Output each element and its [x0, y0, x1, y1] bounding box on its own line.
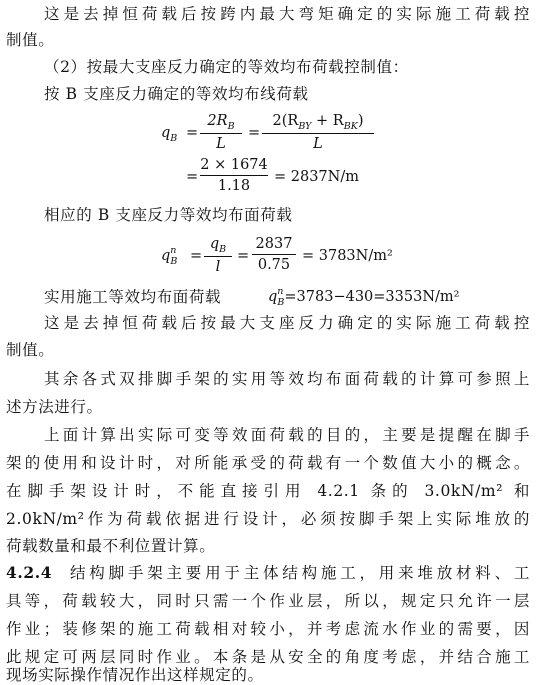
equals-sign: =	[186, 125, 199, 141]
text-line: 这是去掉恒荷载后按跨内最大弯矩确定的实际施工荷载控	[44, 5, 530, 23]
fraction: $2R_B$ L	[200, 112, 242, 153]
fraction: $q_B$ l	[204, 235, 232, 276]
document-page: 这是去掉恒荷载后按跨内最大弯矩确定的实际施工荷载控 制值。 （2）按最大支座反力确定的等效均布荷载控制值： 按 B 支座反力确定的等效均布线荷载 $q_B$ = $2R_B$ L = $2(R_{BY} + R_{BK})$ L = 2 × 1674 1.18 = 2837N/m 相应的 B 支座反力等效均布面荷载 $q^n_B$ = $q_B$ l = 2837 0.75 = 3783N/m² 实用施工等效均布面荷载 $q^n_B=3783-430=3353N/m^2$ 这是去掉恒荷载后按最大支座反力确定的实际施工荷载控 制值。 其余各式双排脚手架的实用等效均布面荷载的计算可参照上 述方法进行。 上面计算出实际可变等效面荷载的目的，主要是提醒在脚手 架的使用和设计时，对所能承受的荷载有一个数值大小的概念。 在脚手架设计时，不能直接引用 4.2.1 条的 3.0kN/m² 和 2.0kN/m²作为荷载依据进行设计，必须按脚手架上实际堆放的 荷载数量和最不利位置计算。 4.2.4 结构脚手架主要用于主体结构施工，用来堆放材料、工 具等，荷载较大，同时只需一个作业层，所以，规定只允许一层 作业；装修架的施工荷载相对较小，并考虑流水作业的需要，因 此规定可两层同时作业。本条是从安全的角度考虑，并结合施工 现场实际操作情况作出这样规定的。	[6, 5, 530, 684]
equals-sign: =	[237, 248, 250, 264]
fraction: $2(R_{BY} + R_{BK})$ L	[262, 112, 374, 153]
clause-number: 4.2.4	[6, 563, 53, 582]
text-line: 2.0kN/m²作为荷载依据进行设计，必须按脚手架上实际堆放的	[6, 510, 530, 528]
text-line: 在脚手架设计时，不能直接引用 4.2.1 条的 3.0kN/m² 和	[6, 482, 530, 500]
text-line: 制值。	[6, 341, 55, 359]
text-line: 结构脚手架主要用于主体结构施工，用来堆放材料、工	[70, 564, 530, 582]
text-line: 荷载数量和最不利位置计算。	[6, 537, 216, 555]
text-line: 制值。	[6, 31, 55, 49]
subscript: B	[170, 133, 178, 144]
text-line: 述方法进行。	[6, 398, 103, 416]
text-line: 相应的 B 支座反力等效均布面荷载	[44, 206, 293, 224]
equals-sign: =	[190, 248, 203, 264]
text-line: 作业；装修架的施工荷载相对较小，并考虑流水作业的需要，因	[6, 620, 530, 638]
text-line: 上面计算出实际可变等效面荷载的目的，主要是提醒在脚手	[44, 426, 530, 444]
equals-sign: =	[248, 125, 261, 141]
symbol-q: q	[161, 125, 171, 141]
equation-practical-load: $q^n_B=3783-430=3353N/m^2$	[268, 286, 460, 308]
text-line: 这是去掉恒荷载后按最大支座反力确定的实际施工荷载控	[44, 314, 530, 332]
text-line: 实用施工等效均布面荷载	[44, 288, 222, 306]
text-line: 按 B 支座反力确定的等效均布线荷载	[44, 85, 309, 103]
equals-sign: =	[186, 169, 199, 185]
text-line: 其余各式双排脚手架的实用等效均布面荷载的计算可参照上	[44, 370, 530, 388]
fraction: 2 × 1674 1.18	[200, 157, 268, 194]
equation-result: = 3783N/m²	[302, 248, 393, 264]
text-line: 具等，荷载较大，同时只需一个作业层，所以，规定只允许一层	[6, 592, 530, 610]
equation-result: = 2837N/m	[274, 169, 359, 185]
fraction: 2837 0.75	[252, 235, 296, 274]
text-line: （2）按最大支座反力确定的等效均布荷载控制值：	[44, 58, 409, 76]
text-line: 架的使用和设计时，对所能承受的荷载有一个数值大小的概念。	[6, 454, 530, 472]
text-line: 现场实际操作情况作出这样规定的。	[6, 666, 264, 684]
text-line: 此规定可两层同时作业。本条是从安全的角度考虑，并结合施工	[6, 648, 530, 666]
